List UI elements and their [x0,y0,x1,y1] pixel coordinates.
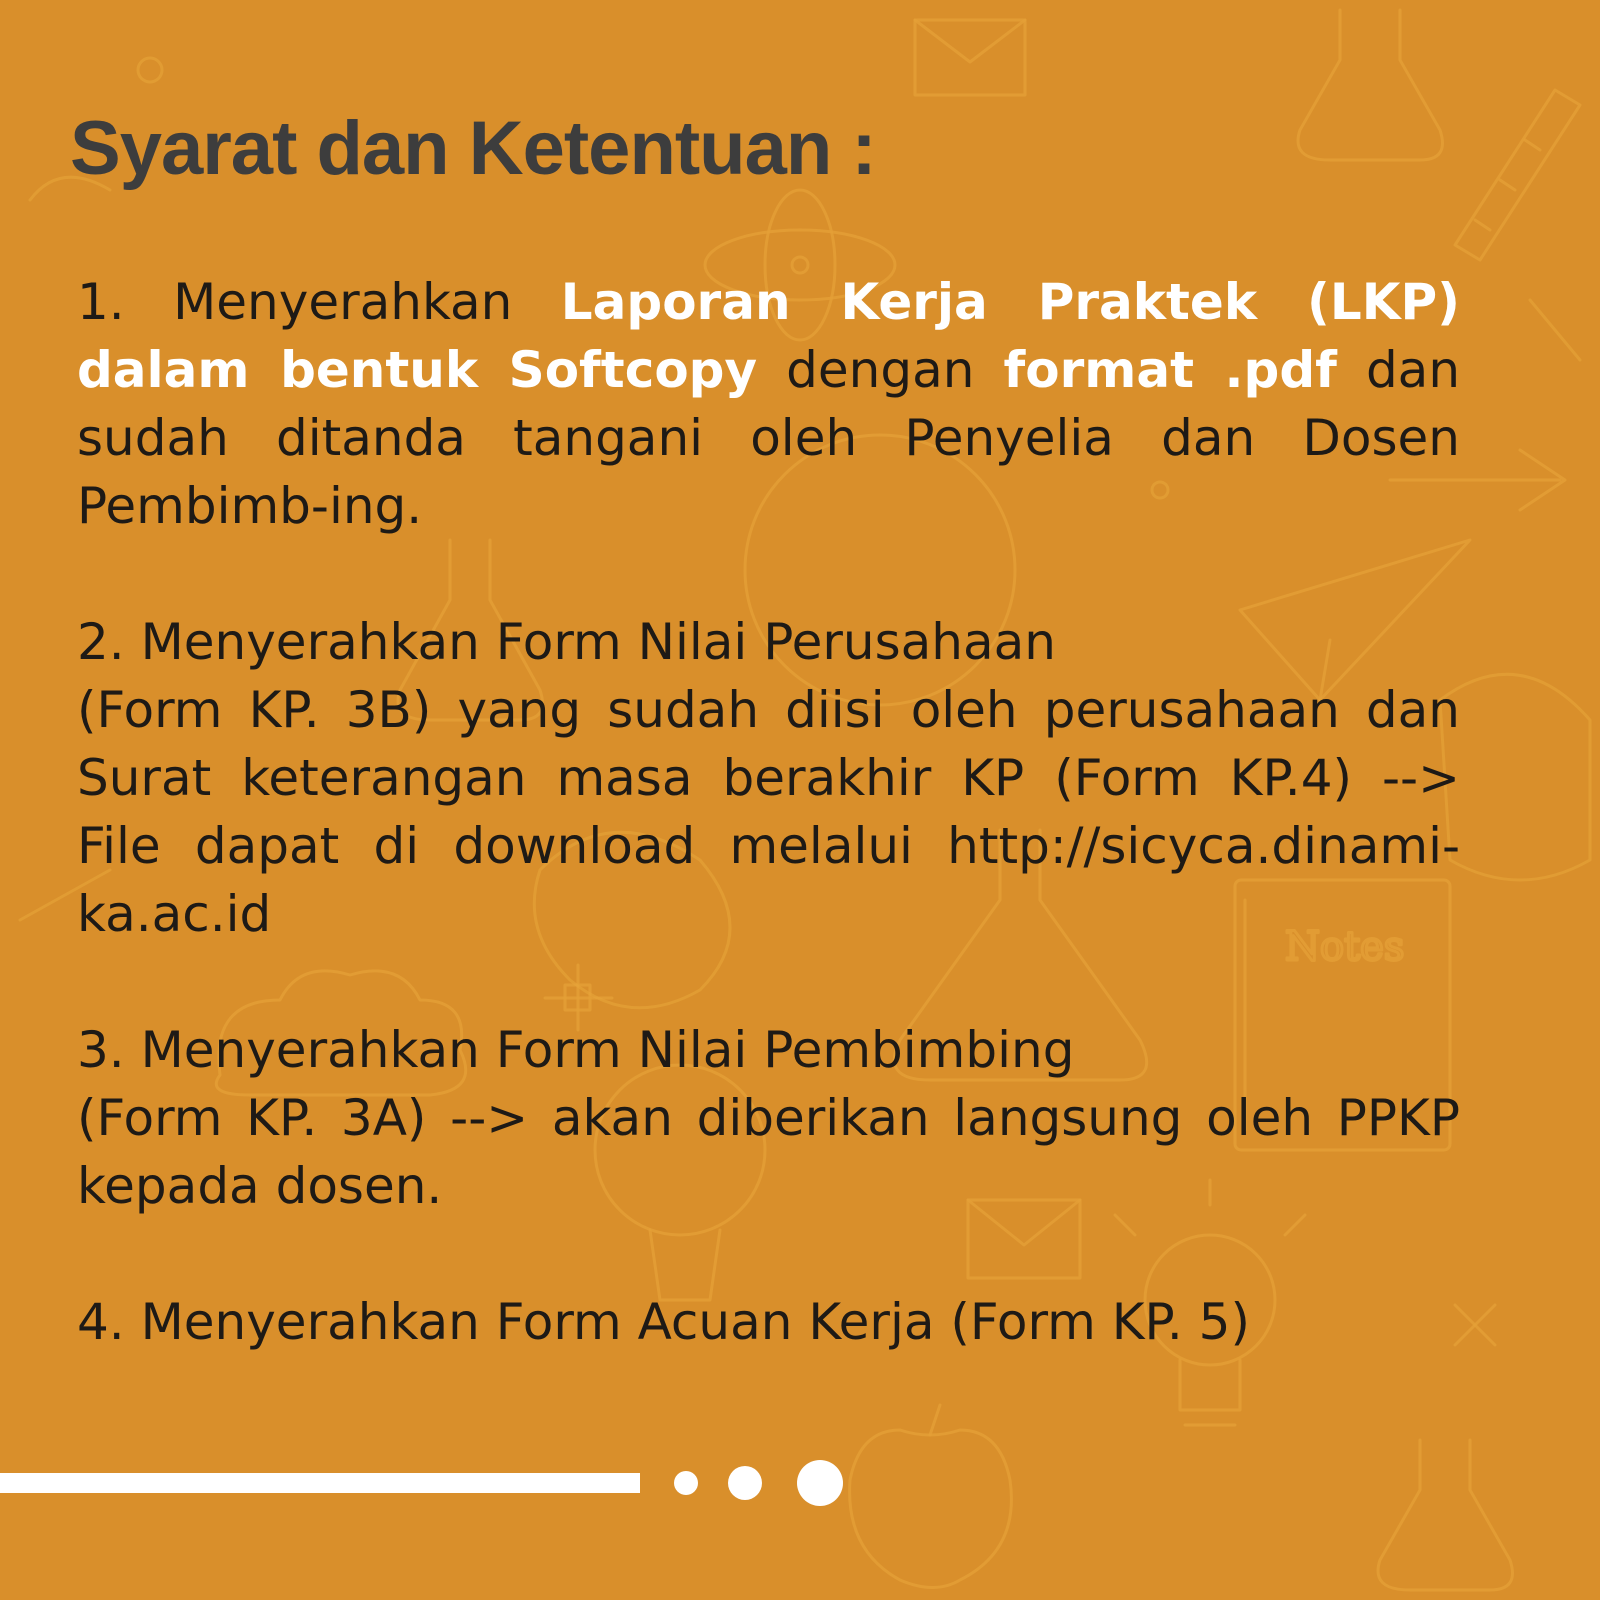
requirement-item-4 [77,1288,1460,1356]
page-title: Syarat dan Ketentuan : [70,106,876,191]
item-number: 3. [77,1021,125,1079]
item-first-line: Menyerahkan Form Nilai Perusahaan [140,613,1056,671]
progress-bar [0,1473,640,1493]
flask-icon [1298,10,1443,160]
svg-text:Notes: Notes [1285,924,1405,970]
highlight-text: Laporan Kerja Praktek (LKP) dalam bentuk Softcopy [77,273,1460,399]
pager-dot-1[interactable] [674,1471,698,1495]
item-text: Menyerahkan [173,273,513,331]
item-text: (Form KP. 3A) --> akan diberikan langsung oleh PPKP kepada dosen. [77,1089,1460,1215]
flask-icon [1378,1440,1513,1590]
requirements-list [77,268,1460,1356]
plus-icon [1455,1305,1495,1345]
ruler-icon [1455,90,1580,260]
item-text: dengan [786,341,975,399]
item-text: (Form KP. 3B) yang sudah diisi oleh perusahaan dan Surat keterangan masa berakhir KP (Form KP.4) --> File dapat di download melalui http://sicyca.dinami-ka.ac.id [77,681,1460,943]
item-number: 2. [77,613,125,671]
envelope-icon [915,20,1025,95]
requirement-item-1 [77,268,1460,540]
pager-dot-3-active[interactable] [797,1460,843,1506]
item-text: Menyerahkan Form Acuan Kerja (Form KP. 5) [140,1293,1250,1351]
item-number: 4. [77,1293,125,1351]
highlight-text: format .pdf [1003,341,1337,399]
item-first-line: Menyerahkan Form Nilai Pembimbing [140,1021,1075,1079]
item-number: 1. [77,273,125,331]
item-text: dan sudah ditanda tangani oleh Penyelia dan Dosen Pembimb-ing. [77,341,1461,535]
pager-dot-2[interactable] [728,1466,762,1500]
requirement-item-2 [77,608,1460,948]
apple-icon [850,1405,1012,1588]
requirement-item-3 [77,1016,1460,1220]
